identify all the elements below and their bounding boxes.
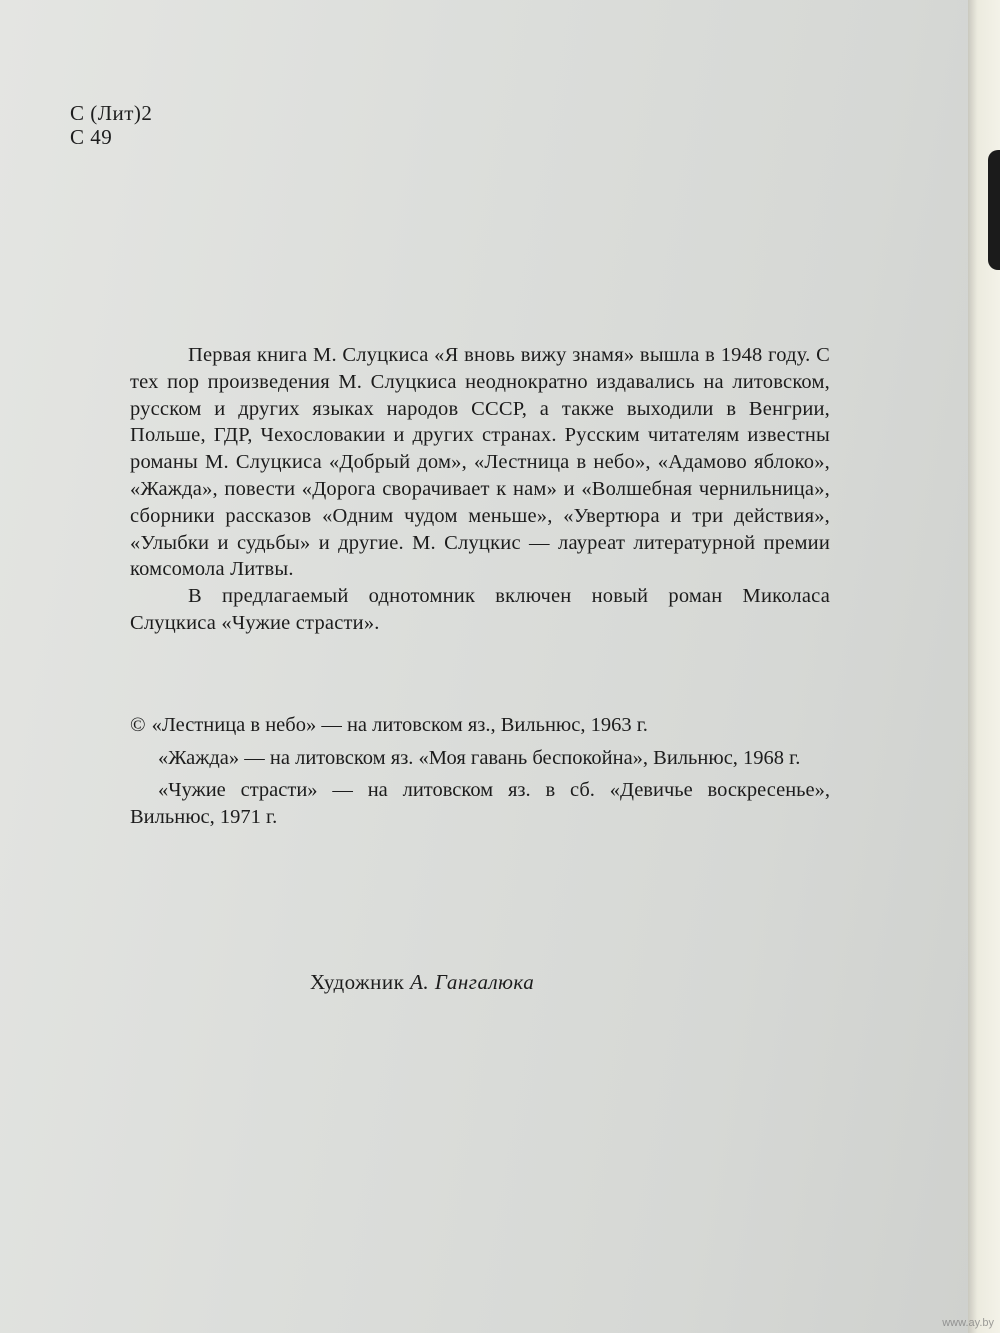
artist-credit — [310, 970, 534, 995]
copyright-entry-1 — [130, 712, 830, 739]
annotation-paragraph-1: Первая книга М. Слуцкиса «Я вновь вижу знамя» вышла в 1948 году. С тех пор произведения М. Слуцкиса неоднократно издавались на литовском, русском и других языках народов СССР, а также выходили в Венгрии, Польше, ГДР, Чехословакии и других странах. Русским читателям известны романы М. Слуцкиса «Добрый дом», «Лестница в небо», «Адамово яблоко», «Жажда», повести «Дорога сворачивает к нам» и «Волшебная чернильница», сборники рассказов «Одним чудом меньше», «Увертюра и три действия», «Улыбки и судьбы» и другие. М. Слуцкис — лауреат литературной премии комсомола Литвы. — [130, 344, 830, 581]
copyright-entry-2: «Жажда» — на литовском яз. «Моя гавань беспокойна», Вильнюс, 1968 г. — [158, 746, 801, 769]
copyright-entry-3: «Чужие страсти» — на литовском яз. в сб. «Девичье воскресенье», Вильнюс, 1971 г. — [130, 779, 830, 828]
watermark: www.ay.by — [942, 1317, 994, 1329]
annotation-text — [130, 342, 830, 637]
copyright-block — [130, 712, 830, 836]
book-cover-edge — [988, 150, 1000, 270]
artist-label: Художник — [310, 970, 405, 994]
annotation-paragraph-2: В предлагаемый однотомник включен новый роман Миколаса Слуцкиса «Чужие страсти». — [130, 585, 830, 634]
artist-name: А. Гангалюка — [410, 970, 535, 994]
copyright-entry-1-text: «Лестница в небо» — на литовском яз., Вильнюс, 1963 г. — [151, 714, 648, 736]
classification-line-1: С (Лит)2 — [70, 101, 153, 125]
classification-line-2: С 49 — [70, 125, 113, 149]
copyright-sign: © — [130, 714, 146, 736]
